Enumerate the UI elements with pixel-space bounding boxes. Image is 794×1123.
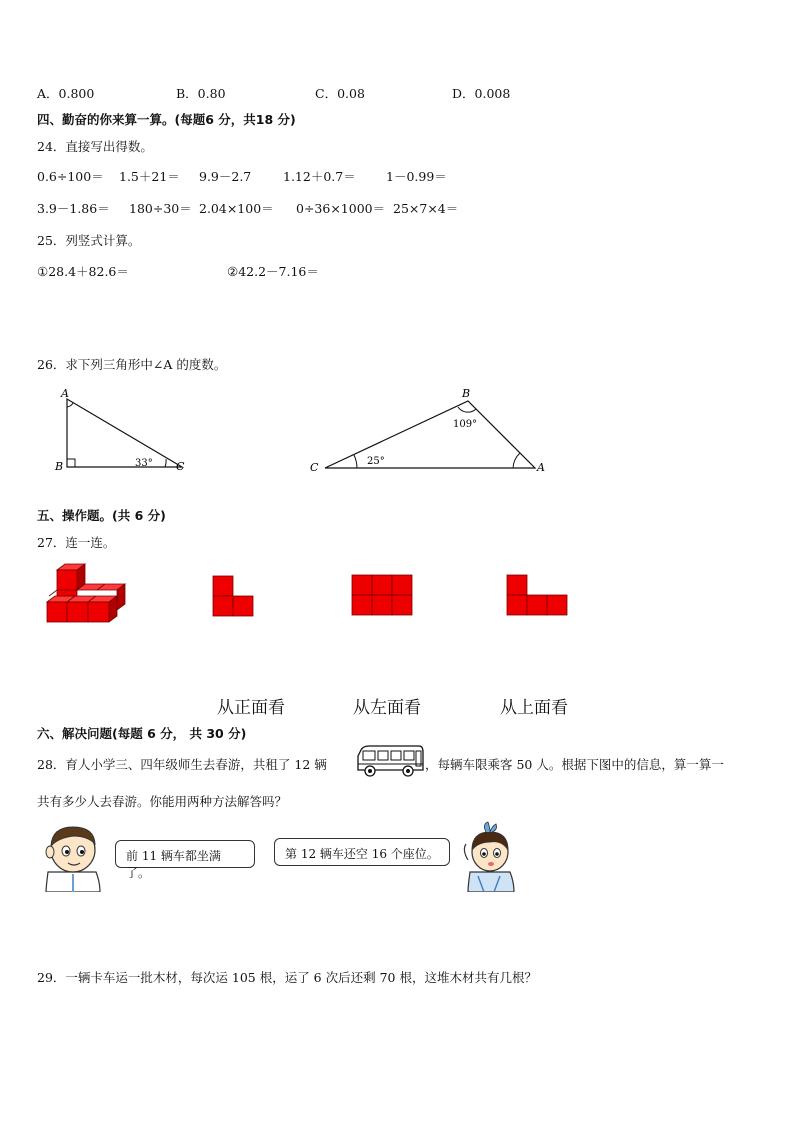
view-shape-l-wide <box>506 574 570 618</box>
tri1-label-c: C <box>176 460 185 473</box>
q24-r1-c2: 1.5＋21＝ <box>119 169 180 184</box>
q28-text-before-bus: 28．育人小学三、四年级师生去春游，共租了 12 辆 <box>37 757 327 772</box>
q24-r2-c3: 2.04×100＝ <box>199 201 274 216</box>
view-label-front: 从正面看 <box>217 698 285 718</box>
cube-stack-figure <box>45 562 130 624</box>
girl-avatar <box>460 820 520 892</box>
q24-r2-c1: 3.9－1.86＝ <box>37 201 110 216</box>
boy-avatar <box>38 822 108 892</box>
q23-option-c: C．0.08 <box>315 86 365 101</box>
q24-r2-c5: 25×7×4＝ <box>393 201 459 216</box>
bus-icon <box>355 744 425 780</box>
section4-title: 四、勤奋的你来算一算。(每题6 分，共18 分) <box>37 112 296 127</box>
q27-prompt: 27．连一连。 <box>37 535 116 550</box>
q24-r2-c2: 180÷30＝ <box>129 201 192 216</box>
q25-prompt: 25．列竖式计算。 <box>37 233 141 248</box>
tri2-label-c: C <box>310 461 319 474</box>
tri1-label-b: B <box>55 460 64 473</box>
triangle-2-figure <box>305 385 555 477</box>
q23-option-a: A．0.800 <box>37 86 95 101</box>
section6-title: 六、解决问题(每题 6 分， 共 30 分) <box>37 726 247 741</box>
q24-r2-c4: 0÷36×1000＝ <box>296 201 386 216</box>
section5-title: 五、操作题。(共 6 分) <box>37 508 166 523</box>
q29-text: 29．一辆卡车运一批木材，每次运 105 根，运了 6 次后还剩 70 根，这堆木材共有几根？ <box>37 970 537 985</box>
speech-bubble-right: 第 12 辆车还空 16 个座位。 <box>274 838 450 866</box>
q24-r1-c1: 0.6÷100＝ <box>37 169 104 184</box>
q28-line2: 共有多少人去春游。你能用两种方法解答吗？ <box>37 794 288 809</box>
tri2-angle-c: 25° <box>367 456 385 467</box>
q24-r1-c4: 1.12＋0.7＝ <box>283 169 356 184</box>
q25-item-1: ①28.4＋82.6＝ <box>37 264 129 279</box>
tri1-label-a: A <box>61 387 69 400</box>
tri2-angle-b: 109° <box>453 419 478 430</box>
tri2-label-a: A <box>537 461 545 474</box>
q25-item-2: ②42.2－7.16＝ <box>227 264 319 279</box>
triangle-1-figure <box>50 385 200 475</box>
q24-r1-c5: 1－0.99＝ <box>386 169 447 184</box>
q23-option-d: D．0.008 <box>452 86 511 101</box>
tri1-angle: 33° <box>135 458 153 469</box>
view-label-left: 从左面看 <box>353 698 421 718</box>
q23-option-b: B．0.80 <box>176 86 226 101</box>
view-label-top: 从上面看 <box>500 698 568 718</box>
view-shape-grid <box>351 574 415 618</box>
speech-bubble-left: 前 11 辆车都坐满了。 <box>115 840 255 868</box>
q28-text-after-bus: ，每辆车限乘客 50 人。根据下图中的信息，算一算一 <box>425 757 724 772</box>
view-shape-l-small <box>212 575 256 617</box>
q24-prompt: 24．直接写出得数。 <box>37 139 153 154</box>
q26-prompt: 26．求下列三角形中∠A 的度数。 <box>37 357 227 372</box>
q24-r1-c3: 9.9－2.7 <box>199 169 252 184</box>
tri2-label-b: B <box>462 387 471 400</box>
